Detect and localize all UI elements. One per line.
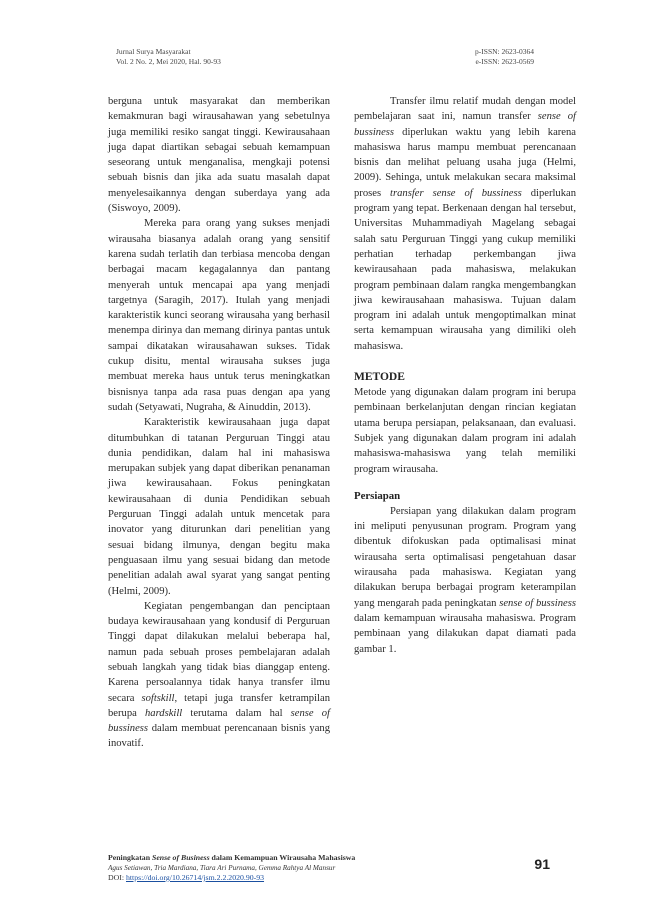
- italic-term: hardskill: [144, 707, 183, 719]
- text-run: Kegiatan pengembangan dan penciptaan budaya kewirausahaan yang kondusif di Perguruan Tinggi dapat dilakukan melalui beberapa hal, namun pada sebuah proses pembelajaran adalah sebuah langkah yang tidak bias dianggap enteng. Karena persoalannya tidak hanya transfer ilmu secara: [108, 600, 330, 704]
- left-column: [108, 94, 330, 752]
- left-paragraph-2: Mereka para orang yang sukses menjadi wirausaha biasanya adalah orang yang sensitif karena sudah terlatih dan terbiasa mencoba dengan berbagai macam kegagalannya dan pantang menyerah untuk mencapai apa yang menjadi targetnya (Saragih, 2017). Itulah yang menjadi karakteristik kunci seorang wirausaha yang berhasil menempa dirinya dan memang dirinya pantas untuk sampai dikatakan wirausahawan sukses. Tidak cukup disitu, mental wirausaha sukses juga membuat mereka haus untuk terus meningkatkan bisnisnya tanpa ada rasa puas dengan apa yang sudah (Setyawati, Nugraha, & Ainuddin, 2013).: [108, 218, 330, 413]
- left-paragraph-4: [108, 599, 330, 752]
- journal-name: Jurnal Surya Masyarakat: [116, 47, 191, 56]
- italic-term: softskill: [141, 692, 175, 704]
- footer-authors: Agus Setiawan, Tria Mardiana, Tiara Ari Purnama, Gemma Rahtya Al Mansur: [108, 864, 336, 872]
- right-paragraph-1: [354, 94, 576, 354]
- text-run: Transfer ilmu relatif mudah dengan model pembelajaran saat ini, namun transfer: [354, 96, 576, 123]
- text-run: Persiapan yang dilakukan dalam program ini meliputi penyusunan program. Program yang dibentuk difokuskan pada optimalisasi minat wirausaha serta optimalisasi pengetahuan dasar wirausaha pada mahasiswa. Kegiatan yang dilakukan berupa berbagai program keterampilan yang mengarah pada peningkatan: [354, 505, 576, 609]
- italic-term: Sense of Business: [151, 853, 210, 862]
- italic-term: transfer sense of bussiness: [390, 187, 522, 199]
- journal-volume: Vol. 2 No. 2, Mei 2020, Hal. 90-93: [116, 57, 221, 66]
- print-issn: p-ISSN: 2623-0364: [475, 47, 534, 56]
- italic-term: sense of bussiness: [108, 707, 330, 735]
- italic-term: sense of bussiness: [499, 597, 576, 609]
- left-paragraph-1: berguna untuk masyarakat dan memberikan kemakmuran bagi wirausahawan yang sebetulnya juga memiliki resiko sangat tinggi. Kewirausahaan juga dapat diartikan sebagai sebuah kemampuan seseorang untuk menganalisa, mengkaji potensi sebuah bisnis dan jika ada suatu masalah dapat menyelesaikannya dengan suberdaya yang ada (Siswoyo, 2009).: [108, 96, 330, 215]
- right-column: [354, 94, 576, 657]
- electronic-issn: e-ISSN: 2623-0569: [475, 57, 534, 66]
- footer-article-title: [108, 853, 355, 863]
- italic-term: sense of bussiness: [354, 111, 576, 138]
- journal-header-left: [116, 47, 221, 67]
- footer-doi: [108, 873, 355, 883]
- page-number: 91: [534, 856, 550, 872]
- text-run: dalam Kemampuan Wirausaha Mahasiswa: [209, 853, 356, 862]
- text-run: dalam membuat perencanaan bisnis yang inovatif.: [108, 723, 330, 750]
- doi-link[interactable]: https://doi.org/10.26714/jsm.2.2.2020.90-93: [125, 873, 265, 882]
- text-run: , tetapi juga transfer ketrampilan berupa: [108, 692, 330, 719]
- section-heading-metode: METODE: [354, 371, 405, 384]
- doi-label: DOI:: [108, 873, 126, 882]
- text-run: Peningkatan: [108, 853, 152, 862]
- left-paragraph-3: Karakteristik kewirausahaan juga dapat ditumbuhkan di tatanan Perguruan Tinggi atau dunia pendidikan, dalam hal ini mahasiswa merupakan subjek yang dapat diberikan penanaman jiwa kewirausahaan. Fokus peningkatan kewirausahaan di dunia Pendidikan sebuah Perguruan Tinggi adalah untuk mencetak para inovator yang diturunkan dari penelitian yang sesuai bidang ilmunya, dengan begitu maka penguasaan ilmu yang sesuai bidang dan metode penelitian adalah awal syarat yang sangat penting (Helmi, 2009).: [108, 417, 330, 597]
- text-run: diperlukan program yang tepat. Berkenaan dengan hal tersebut, Universitas Muhammadiyah Magelang sebagai salah satu Perguruan Tinggi yang cukup memiliki perhatian terhadap perkembangan jiwa kewirausahaan pada mahasiswa, melakukan program pembinaan dalam rangka mengembangkan jiwa kewirausahaan mahasiswa. Tujuan dalam program ini adalah untuk mengoptimalkan minat serta kemampuan wirausaha yang dimiliki oleh mahasiswa.: [354, 187, 577, 352]
- metode-paragraph: Metode yang digunakan dalam program ini berupa pembinaan berkelanjutan dengan rincian kegiatan utama berupa persiapan, pelaksanaan, dan evaluasi. Subjek yang digunakan dalam program ini adalah mahasiswa-mahasiswa yang telah memiliki program wirausaha.: [354, 387, 576, 475]
- persiapan-paragraph: [354, 504, 576, 657]
- journal-header-right: [475, 47, 534, 67]
- text-run: terutama dalam hal: [182, 707, 291, 719]
- subsection-heading-persiapan: Persiapan: [354, 489, 401, 502]
- text-run: dalam kemampuan wirausaha mahasiswa. Program pembinaan yang dilakukan dapat diamati pada gambar 1.: [354, 612, 576, 655]
- page-footer: [108, 853, 355, 883]
- text-run: diperlukan waktu yang lebih karena mahasiswa harus mampu membuat perencanaan bisnis dan melihat peluang usaha juga (Helmi, 2009). Sehinga, untuk melakukan secara maksimal proses: [354, 126, 576, 199]
